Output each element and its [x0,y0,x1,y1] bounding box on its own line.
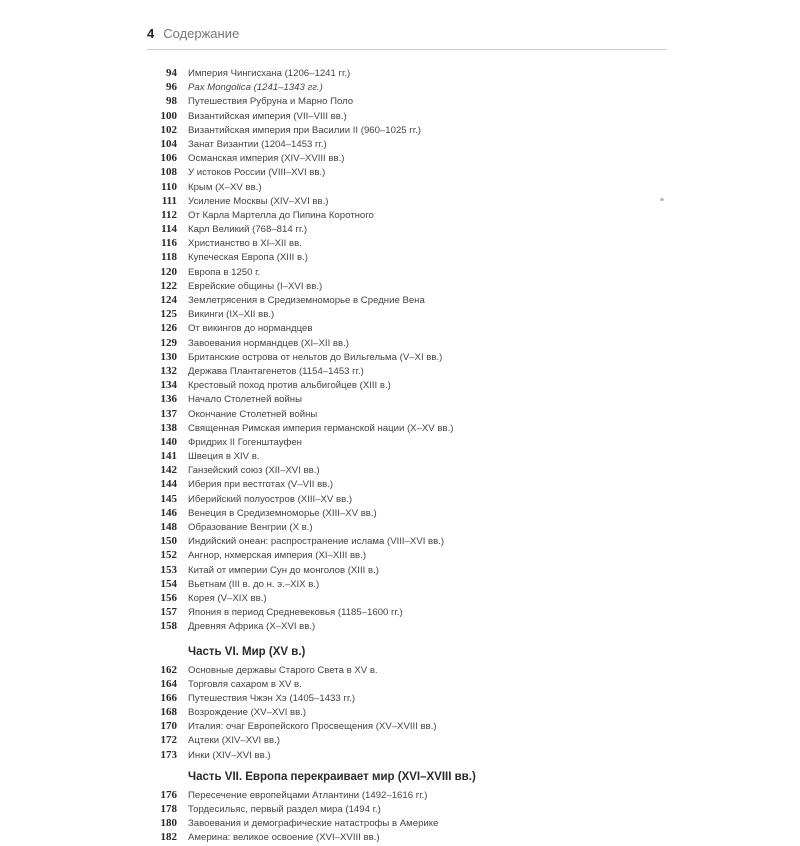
toc-entry-title: Викинги (IX–XII вв.) [188,309,275,321]
header-rule [147,49,667,50]
toc-entry [140,788,680,802]
toc-entry-page-number: 112 [161,208,177,221]
toc-entry [140,350,680,364]
toc-entry [140,307,680,321]
toc-entry [140,477,680,491]
toc-entry-page-number: 172 [160,734,177,747]
toc-entry-page-number: 144 [160,478,177,491]
toc-entry-page-number: 170 [160,720,177,733]
toc-entry-title: Венеция в Средиземноморье (XIII–XV вв.) [188,507,377,519]
toc-entry [140,506,680,520]
toc-entry-page-number: 126 [160,322,177,335]
toc-entry [140,577,680,591]
toc-entry-page-number: 102 [160,123,177,136]
toc-entry-page-number: 100 [160,109,177,122]
toc-entry-title: Инки (XIV–XVI вв.) [188,749,271,761]
toc-entry-title: Пересечение европейцами Атлантини (1492–1616 гг.) [188,789,428,801]
toc-entry [140,109,680,123]
toc-entry-page-number: 152 [160,549,177,562]
toc-entry [140,321,680,335]
toc-entry-page-number: 162 [160,663,177,676]
toc-entry [140,137,680,151]
part-vii-heading: Часть VII. Европа перекраивает мир (XVI–XVIII вв.) [188,770,476,783]
toc-entry [140,407,680,421]
toc-entry-page-number: 173 [160,748,177,761]
toc-entry-title: Ацтеки (XIV–XVI вв.) [188,735,280,747]
toc-entry-page-number: 114 [161,223,177,236]
toc-section-part-vi [140,663,680,762]
toc-entry-title: Иберийский полуостров (XIII–XV вв.) [188,493,353,505]
toc-entry [140,194,680,208]
toc-entry-page-number: 94 [166,67,177,79]
toc-entry-page-number: 154 [160,577,177,590]
toc-entry-title: Завоевания нормандцев (XI–XII вв.) [188,337,349,349]
toc-entry-title: Вьетнам (III в. до н. э.–XIX в.) [188,578,320,590]
toc-entry [140,165,680,179]
toc-entry-page-number: 164 [160,677,177,690]
toc-entry [140,208,680,222]
toc-entry [140,236,680,250]
running-header [147,26,239,41]
toc-entry-title: Америна: великое освоение (XVI–XVIII вв.) [188,832,380,844]
toc-entry-page-number: 132 [160,364,177,377]
toc-entry [140,733,680,747]
toc-entry-title: Иберия при вестготах (V–VII вв.) [188,479,334,491]
toc-entry [140,421,680,435]
toc-entry-title: Завоевания и демографические натастрофы в Америке [188,818,439,830]
toc-entry-page-number: 182 [160,831,177,844]
toc-entry-title: Путешествия Рубруна и Марно Поло [188,96,354,108]
toc-entry-title: Путешествия Чжэн Хэ (1405–1433 гг.) [188,692,356,704]
toc-entry-title: Окончание Столетней войны [188,408,318,420]
toc-entry [140,392,680,406]
toc-entry [140,520,680,534]
toc-entry-page-number: 118 [161,251,177,264]
toc-entry-title: Османская империя (XIV–XVIII вв.) [188,153,345,165]
toc-entry [140,336,680,350]
table-of-contents [140,66,680,845]
toc-entry [140,463,680,477]
toc-entry-page-number: 178 [160,803,177,815]
toc-entry-title: От Карла Мартелла до Пипина Коротного [188,209,374,221]
toc-entry [140,563,680,577]
toc-section-part-v [140,66,680,634]
toc-entry-title: Священная Римская империя германской нации (X–XV вв.) [188,422,454,434]
toc-entry-title: Держава Плантагенетов (1154–1453 гг.) [188,365,364,377]
toc-entry [140,222,680,236]
toc-entry [140,180,680,194]
toc-entry-title: Торговля сахаром в XV в. [188,678,302,690]
toc-entry [140,94,680,108]
toc-entry [140,619,680,633]
toc-entry-page-number: 145 [160,492,177,505]
toc-entry [140,265,680,279]
toc-entry-page-number: 111 [161,194,177,207]
toc-entry-title: Италия: очаг Европейского Просвещения (XV–XVIII вв.) [188,721,437,733]
toc-entry [140,691,680,705]
toc-entry-page-number: 153 [160,563,177,576]
toc-entry-page-number: 122 [160,279,177,292]
toc-entry-title: Занат Византии (1204–1453 гг.) [188,138,327,150]
toc-entry-page-number: 130 [160,350,177,363]
toc-entry-title: Карл Великий (768–814 гг.) [188,224,308,236]
toc-entry-page-number: 158 [160,620,177,633]
toc-entry-title: У истоков России (VIII–XVI вв.) [188,167,326,179]
toc-entry-page-number: 176 [160,788,177,801]
toc-entry [140,705,680,719]
toc-entry-page-number: 146 [160,506,177,519]
toc-entry-page-number: 110 [161,180,177,193]
toc-entry-title: Древняя Африка (X–XVI вв.) [188,621,316,633]
toc-entry-title: Христианство в XI–XII вв. [188,238,302,250]
toc-entry-page-number: 134 [160,379,177,392]
toc-entry-title: Основные державы Старого Света в XV в. [188,664,378,676]
toc-entry [140,591,680,605]
toc-entry-page-number: 106 [160,152,177,165]
toc-entry [140,123,680,137]
toc-entry [140,802,680,816]
toc-entry [140,816,680,830]
toc-entry-title: Купеческая Европа (XIII в.) [188,252,308,264]
toc-section-part-vii [140,788,680,845]
toc-entry-title: Образование Венгрии (X в.) [188,522,313,533]
toc-entry-title: Китай от империи Сун до монголов (XIII в.) [188,564,379,576]
toc-entry-page-number: 157 [160,606,177,619]
toc-entry [140,719,680,733]
toc-entry [140,492,680,506]
toc-entry-title: Индийский онеан: распространение ислама (VIII–XVI вв.) [188,536,445,548]
scan-speck [660,198,664,201]
toc-entry-title: Землетрясения в Средиземноморье в Средние Вена [188,295,425,306]
toc-entry-title: Япония в период Средневековья (1185–1600 гг.) [188,607,403,619]
toc-entry-title: Фридрих II Гогенштауфен [188,436,302,448]
toc-entry [140,66,680,80]
toc-entry-page-number: 148 [160,521,177,533]
toc-entry-title: Ганзейский союз (XII–XVI вв.) [188,465,320,477]
toc-entry [140,605,680,619]
toc-entry-page-number: 141 [160,450,177,463]
toc-entry-page-number: 116 [161,237,177,250]
toc-entry-page-number: 124 [160,294,177,306]
toc-entry-title: Империя Чингисхана (1206–1241 гг.) [188,68,351,79]
toc-entry-page-number: 129 [160,336,177,349]
toc-entry-page-number: 136 [160,393,177,406]
toc-entry-page-number: 156 [160,591,177,604]
toc-entry-page-number: 138 [160,421,177,434]
part-vi-heading: Часть VI. Мир (XV в.) [188,645,306,658]
toc-entry-page-number: 140 [160,435,177,448]
toc-entry-page-number: 104 [160,137,177,150]
toc-entry [140,279,680,293]
toc-entry [140,748,680,762]
toc-entry-title: Тордесильяс, первый раздел мира (1494 г.) [188,804,381,815]
toc-entry [140,534,680,548]
toc-entry [140,830,680,844]
toc-entry-page-number: 96 [166,81,177,94]
toc-entry [140,435,680,449]
toc-entry [140,663,680,677]
toc-entry-title: Европа в 1250 г. [188,266,261,278]
toc-entry-page-number: 120 [160,265,177,278]
toc-entry-page-number: 137 [160,407,177,420]
toc-entry-page-number: 180 [160,817,177,830]
toc-entry [140,364,680,378]
toc-entry-title: Ангнор, нхмерская империя (XI–XIII вв.) [188,550,367,562]
toc-entry [140,151,680,165]
toc-entry-title: Возрождение (XV–XVI вв.) [188,707,307,719]
toc-entry-title: Византийская империя (VII–VIII вв.) [188,110,347,122]
toc-entry-title: Начало Столетней войны [188,394,302,406]
toc-entry-page-number: 168 [160,706,177,719]
toc-entry-page-number: 108 [160,166,177,179]
toc-entry-title: Еврейские общины (I–XVI вв.) [188,280,323,292]
toc-entry-title: От викингов до нормандцев [188,323,313,335]
toc-entry-page-number: 98 [166,95,177,108]
toc-entry-title: Pax Mongolica (1241–1343 гг.) [188,82,323,94]
toc-entry-title: Византийская империя при Василии II (960–1025 гг.) [188,124,421,136]
toc-entry [140,548,680,562]
toc-entry-page-number: 166 [160,691,177,704]
toc-entry [140,677,680,691]
toc-entry [140,449,680,463]
page-number: 4 [147,26,155,41]
toc-entry-page-number: 150 [160,535,177,548]
toc-entry [140,80,680,94]
toc-entry-page-number: 125 [160,308,177,321]
toc-entry-title: Крым (X–XV вв.) [188,181,262,193]
toc-entry-title: Корея (V–XIX вв.) [188,592,267,604]
toc-entry-page-number: 142 [160,464,177,477]
header-title: Содержание [163,26,240,41]
toc-entry-title: Британские острова от нельтов до Вильгельма (V–XI вв.) [188,351,443,363]
toc-entry-title: Крестовый поход против альбигойцев (XIII в.) [188,380,391,392]
toc-entry-title: Швеция в XIV в. [188,451,260,463]
toc-entry-title: Усиление Москвы (XIV–XVI вв.) [188,195,329,207]
toc-entry [140,293,680,307]
toc-entry [140,250,680,264]
toc-entry [140,378,680,392]
